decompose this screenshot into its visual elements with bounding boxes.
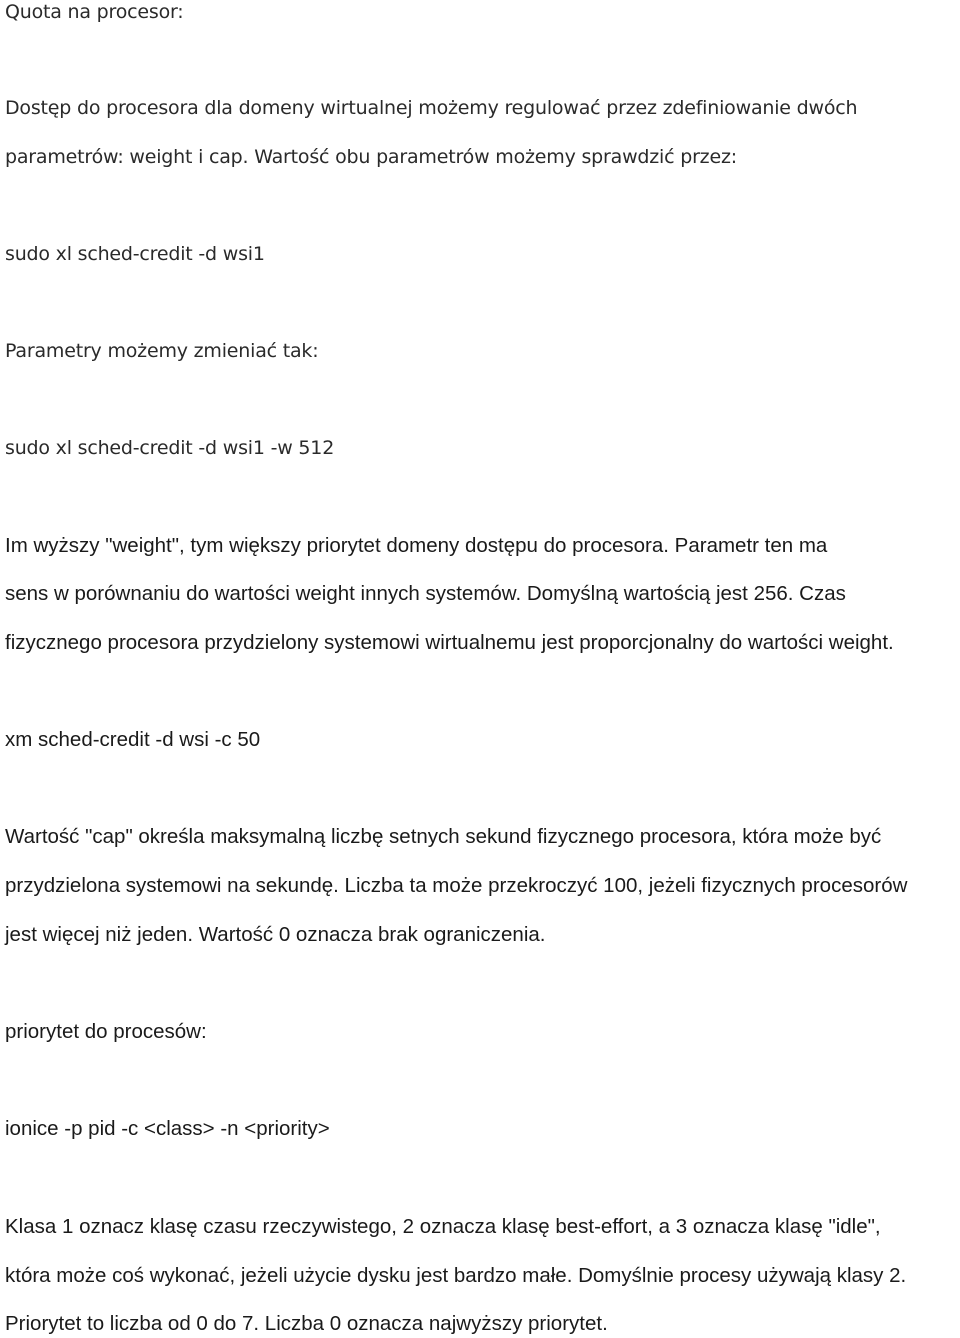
paragraph-line: Im wyższy "weight", tym większy priorytet domeny dostępu do procesora. Parametr ten ma bbox=[5, 534, 828, 557]
heading-priority: priorytet do procesów: bbox=[5, 1020, 207, 1043]
paragraph-line: Priorytet to liczba od 0 do 7. Liczba 0 oznacza najwyższy priorytet. bbox=[5, 1312, 608, 1335]
command-line: xm sched-credit -d wsi -c 50 bbox=[5, 728, 261, 751]
heading-quota: Quota na procesor: bbox=[5, 1, 184, 23]
paragraph-line: sens w porównaniu do wartości weight innych systemów. Domyślną wartością jest 256. Czas bbox=[5, 582, 846, 605]
paragraph-line: przydzielona systemowi na sekundę. Liczba ta może przekroczyć 100, jeżeli fizycznych procesorów bbox=[5, 874, 908, 897]
paragraph-line: która może coś wykonać, jeżeli użycie dysku jest bardzo małe. Domyślnie procesy używają klasy 2. bbox=[5, 1264, 907, 1287]
command-line: ionice -p pid -c <class> -n <priority> bbox=[5, 1117, 330, 1140]
paragraph-line: Parametry możemy zmieniać tak: bbox=[5, 340, 319, 362]
paragraph-line: Wartość "cap" określa maksymalną liczbę setnych sekund fizycznego procesora, która może być bbox=[5, 825, 882, 848]
paragraph-line: Dostęp do procesora dla domeny wirtualnej możemy regulować przez zdefiniowanie dwóch bbox=[5, 97, 858, 119]
paragraph-line: parametrów: weight i cap. Wartość obu parametrów możemy sprawdzić przez: bbox=[5, 146, 737, 168]
command-line: sudo xl sched-credit -d wsi1 -w 512 bbox=[5, 437, 335, 459]
paragraph-line: fizycznego procesora przydzielony systemowi wirtualnemu jest proporcjonalny do wartości weight. bbox=[5, 631, 894, 654]
paragraph-line: Klasa 1 oznacz klasę czasu rzeczywistego, 2 oznacza klasę best-effort, a 3 oznacza klasę "idle", bbox=[5, 1215, 881, 1238]
command-line: sudo xl sched-credit -d wsi1 bbox=[5, 243, 265, 265]
paragraph-line: jest więcej niż jeden. Wartość 0 oznacza brak ograniczenia. bbox=[5, 923, 546, 946]
